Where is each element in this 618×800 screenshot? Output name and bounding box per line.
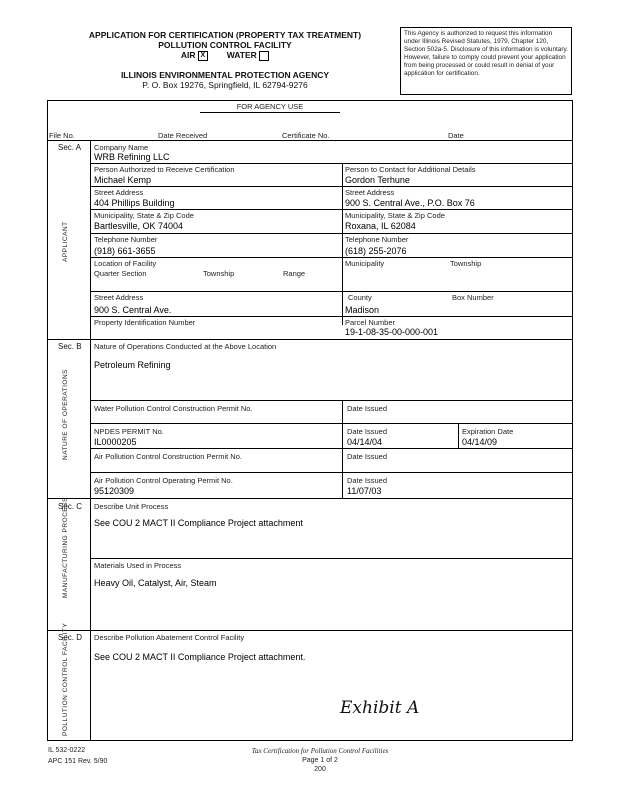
phone-label-2: Telephone Number [345, 235, 409, 244]
date-issued-label-2: Date Issued [347, 427, 388, 436]
file-no-label: File No. [49, 131, 75, 140]
air-operating-label: Air Pollution Control Operating Permit No. [94, 476, 233, 485]
form-title: APPLICATION FOR CERTIFICATION (PROPERTY TAX TREATMENT) [88, 30, 362, 40]
certificate-no-label: Certificate No. [282, 131, 330, 140]
form-subtitle: POLLUTION CONTROL FACILITY [158, 40, 292, 50]
air-label: AIR [180, 50, 196, 60]
npdes-label: NPDES PERMIT No. [94, 427, 164, 436]
water-permit-label: Water Pollution Control Construction Permit No. [94, 404, 253, 413]
street-value-3[interactable]: 900 S. Central Ave. [94, 305, 172, 315]
street-label-1: Street Address [94, 188, 144, 197]
company-name-label: Company Name [94, 143, 149, 152]
sec-b-label: Sec. B [58, 342, 82, 351]
street-value-2[interactable]: 900 S. Central Ave., P.O. Box 76 [345, 198, 475, 208]
air-operating-date-value[interactable]: 11/07/03 [347, 486, 382, 496]
sec-a-label: Sec. A [58, 143, 82, 152]
county-value[interactable]: Madison [345, 305, 380, 315]
sec-d-side-label: POLLUTION CONTROL FACILITY [62, 622, 69, 736]
municipality-value-1[interactable]: Bartlesville, OK 74004 [94, 221, 184, 231]
materials-value[interactable]: Heavy Oil, Catalyst, Air, Steam [94, 578, 217, 588]
describe-facility-value[interactable]: See COU 2 MACT II Compliance Project attachment. [94, 652, 306, 662]
water-label: WATER [226, 50, 257, 60]
phone-value-1[interactable]: (918) 661-3655 [94, 246, 156, 256]
township-label-2: Township [450, 259, 482, 268]
footer-title: Tax Certification for Pollution Control Facilities [251, 747, 389, 755]
materials-label: Materials Used in Process [94, 561, 182, 570]
person-contact-value[interactable]: Gordon Terhune [345, 175, 410, 185]
air-checkbox[interactable]: X [198, 51, 208, 61]
water-checkbox[interactable] [259, 51, 269, 61]
npdes-value[interactable]: IL0000205 [94, 437, 137, 447]
footer-number: 200 [314, 766, 326, 773]
parcel-label: Parcel Number [345, 318, 396, 327]
sec-c-side-label: MANUFACTURING PROCESS [62, 497, 69, 598]
street-label-3: Street Address [94, 293, 144, 302]
expiration-value[interactable]: 04/14/09 [462, 437, 498, 447]
expiration-label: Expiration Date [462, 427, 514, 436]
county-label: County [348, 293, 372, 302]
box-number-label: Box Number [452, 293, 494, 302]
process-label: Describe Unit Process [94, 502, 169, 511]
agency-name: ILLINOIS ENVIRONMENTAL PROTECTION AGENCY [120, 70, 330, 80]
company-name-value[interactable]: WRB Refining LLC [94, 152, 170, 162]
date-issued-label-3: Date Issued [347, 452, 388, 461]
street-label-2: Street Address [345, 188, 395, 197]
sec-c-label: Sec. C [58, 502, 83, 511]
phone-value-2[interactable]: (618) 255-2076 [345, 246, 407, 256]
street-value-1[interactable]: 404 Phillips Building [94, 198, 175, 208]
privacy-notice: This Agency is authorized to request this information under Illinois Revised Statutes, 1979, Chapter 120, Section 502a-5. Disclosure of this information is voluntary. However, failure to comply could prevent your application from being processed or could result in denial of your application for certification. [400, 27, 572, 95]
describe-facility-label: Describe Pollution Abatement Control Facility [94, 633, 245, 642]
range-label: Range [283, 269, 306, 278]
form-code-1: IL 532-0222 [48, 747, 86, 754]
air-construction-label: Air Pollution Control Construction Permit No. [94, 452, 242, 461]
air-operating-value[interactable]: 95120309 [94, 486, 135, 496]
person-authorized-label: Person Authorized to Receive Certification [94, 165, 235, 174]
footer-page: Page 1 of 2 [302, 757, 338, 764]
sec-b-side-label: NATURE OF OPERATIONS [62, 368, 69, 460]
sec-d-label: Sec. D [58, 633, 83, 642]
municipality-label-1: Municipality, State & Zip Code [94, 211, 194, 220]
nature-label: Nature of Operations Conducted at the Above Location [94, 342, 277, 351]
phone-label-1: Telephone Number [94, 235, 158, 244]
township-label: Township [203, 269, 235, 278]
date-issued-label-4: Date Issued [347, 476, 388, 485]
sec-a-side-label: APPLICANT [62, 221, 69, 262]
location-label: Location of Facility [94, 259, 157, 268]
date-received-label: Date Received [158, 131, 208, 140]
quarter-section-label: Quarter Section [94, 269, 147, 278]
media-options [70, 50, 380, 61]
parcel-value[interactable]: 19-1-08-35-00-000-001 [345, 327, 439, 337]
agency-address: P. O. Box 19276, Springfield, IL 62794-9276 [142, 80, 308, 90]
agency-use-title: FOR AGENCY USE [236, 102, 304, 111]
exhibit-stamp: Exhibit A [340, 698, 420, 718]
nature-value[interactable]: Petroleum Refining [94, 360, 171, 370]
municipality-label-2: Municipality, State & Zip Code [345, 211, 445, 220]
form-code-2: APC 151 Rev. 5/90 [48, 758, 108, 765]
person-authorized-value[interactable]: Michael Kemp [94, 175, 152, 185]
property-id-label: Property Identification Number [94, 318, 196, 327]
process-value[interactable]: See COU 2 MACT II Compliance Project attachment [94, 518, 303, 528]
municipality-label-3: Municipality [345, 259, 385, 268]
municipality-value-2[interactable]: Roxana, IL 62084 [345, 221, 416, 231]
npdes-date-value[interactable]: 04/14/04 [347, 437, 383, 447]
person-contact-label: Person to Contact for Additional Details [345, 165, 476, 174]
date-issued-label-1: Date Issued [347, 404, 388, 413]
date-label: Date [448, 131, 464, 140]
